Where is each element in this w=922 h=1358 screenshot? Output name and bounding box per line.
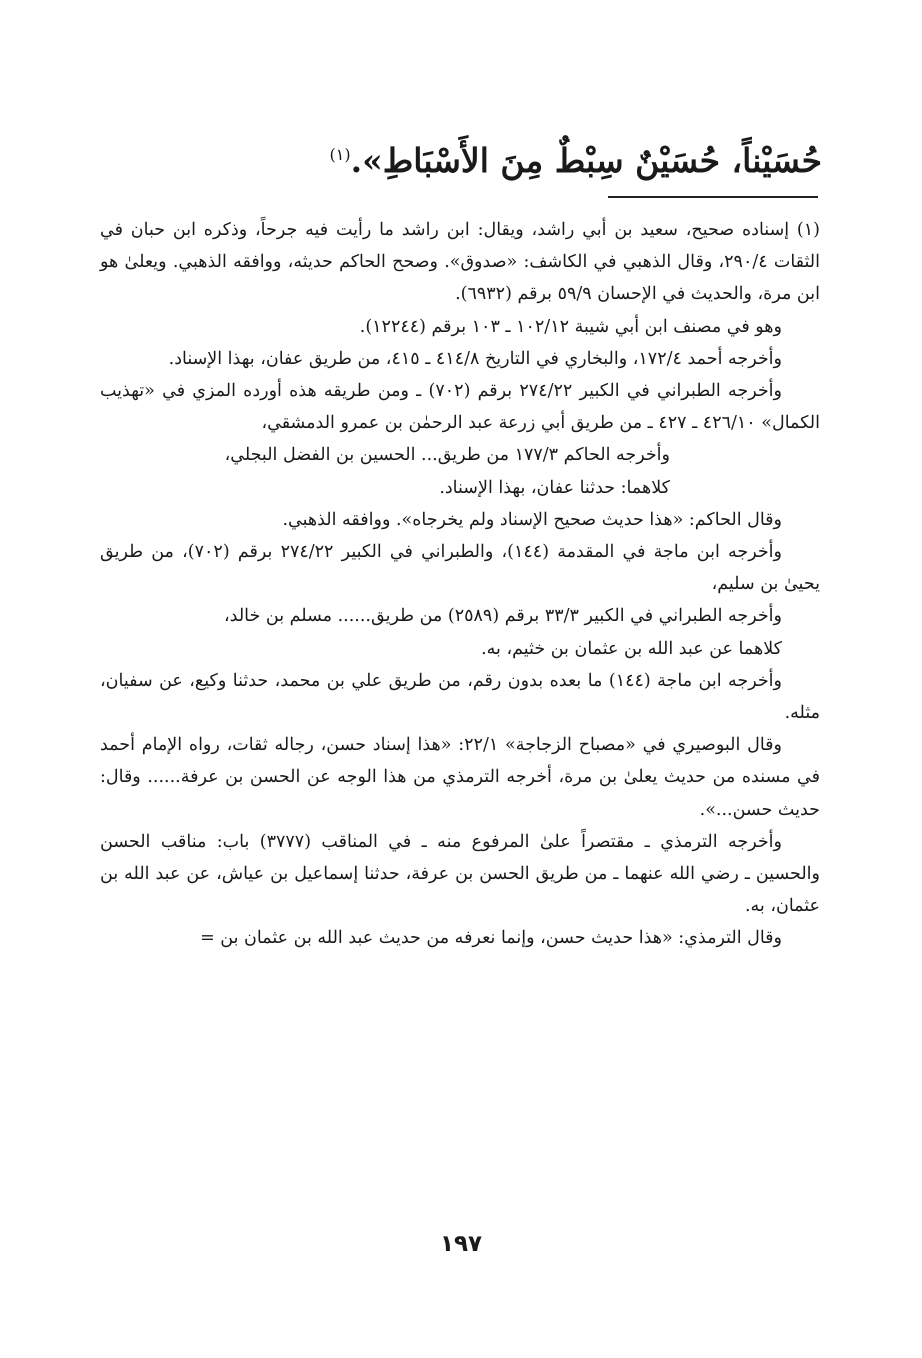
footnote-paragraph: وقال البوصيري في «مصباح الزجاجة» ٢٢/١: «هذا إسناد حسن، رجاله ثقات، رواه الإمام أحمد في مسنده من حديث يعلىٰ بن مرة، أخرجه الترمذي من هذا الوجه عن الحسن بن عرفة...... وقال: حديث حسن...». [100, 735, 820, 820]
footnote-paragraph: وأخرجه ابن ماجة (١٤٤) ما بعده بدون رقم، من طريق علي بن محمد، حدثنا وكيع، عن سفيان، مثله. [100, 670, 820, 724]
footnote-separator [608, 196, 818, 198]
footnotes-section [100, 214, 820, 955]
page-number: ١٩٧ [439, 1231, 483, 1257]
hadith-text: حُسَيْناً، حُسَيْنٌ سِبْطٌ مِنَ الأَسْبَاطِ». [350, 141, 822, 180]
footnote-paragraph: وأخرجه الطبراني في الكبير ٢٧٤/٢٢ برقم (٧٠٢) ـ ومن طريقه هذه أورده المزي في «تهذيب الكمال» ٤٢٦/١٠ ـ ٤٢٧ ـ من طريق أبي زرعة عبد الرحمٰن بن عمرو الدمشقي، [100, 381, 820, 434]
footnote-paragraph: وهو في مصنف ابن أبي شيبة ١٠٢/١٢ ـ ١٠٣ برقم (١٢٢٤٤). [359, 316, 782, 337]
footnote-reference: (١) [329, 145, 351, 164]
footnote-paragraph: وأخرجه ابن ماجة في المقدمة (١٤٤)، والطبراني في الكبير ٢٧٤/٢٢ برقم (٧٠٢)، من طريق يحيىٰ بن سليم، [100, 542, 820, 595]
footnote-paragraph: وأخرجه أحمد ١٧٢/٤، والبخاري في التاريخ ٤١٤/٨ ـ ٤١٥، من طريق عفان، بهذا الإسناد. [168, 348, 782, 369]
footnote-paragraph: وقال الحاكم: «هذا حديث صحيح الإسناد ولم يخرجاه». ووافقه الذهبي. [282, 509, 782, 530]
hadith-text-line [122, 133, 822, 183]
footnote-paragraph: كلاهما عن عبد الله بن عثمان بن خثيم، به. [481, 638, 782, 659]
footnote-paragraph: كلاهما: حدثنا عفان، بهذا الإسناد. [439, 477, 670, 498]
footnote-paragraph: وقال الترمذي: «هذا حديث حسن، وإنما نعرفه من حديث عبد الله بن عثمان بن = [200, 928, 782, 949]
footnote-paragraph: وأخرجه الطبراني في الكبير ٣٣/٣ برقم (٢٥٨٩) من طريق...... مسلم بن خالد، [224, 606, 782, 627]
footnote-paragraph: وأخرجه الترمذي ـ مقتصراً علىٰ المرفوع منه ـ في المناقب (٣٧٧٧) باب: مناقب الحسن والحسين ـ رضي الله عنهما ـ من طريق الحسن بن عرفة، حدثنا إسماعيل بن عياش، عن عبد الله بن عثمان، به. [100, 831, 820, 917]
footnote-paragraph: وأخرجه الحاكم ١٧٧/٣ من طريق... الحسين بن الفضل البجلي، [224, 445, 670, 466]
footnote-paragraph: (١) إسناده صحيح، سعيد بن أبي راشد، ويقال: ابن راشد ما رأيت فيه جرحاً، وذكره ابن حبان في الثقات ٢٩٠/٤، وقال الذهبي في الكاشف: «صدوق». وصحح الحاكم حديثه، ووافقه الذهبي. ويعلىٰ هو ابن مرة، والحديث في الإحسان ٥٩/٩ برقم (٦٩٣٢). [100, 220, 821, 305]
